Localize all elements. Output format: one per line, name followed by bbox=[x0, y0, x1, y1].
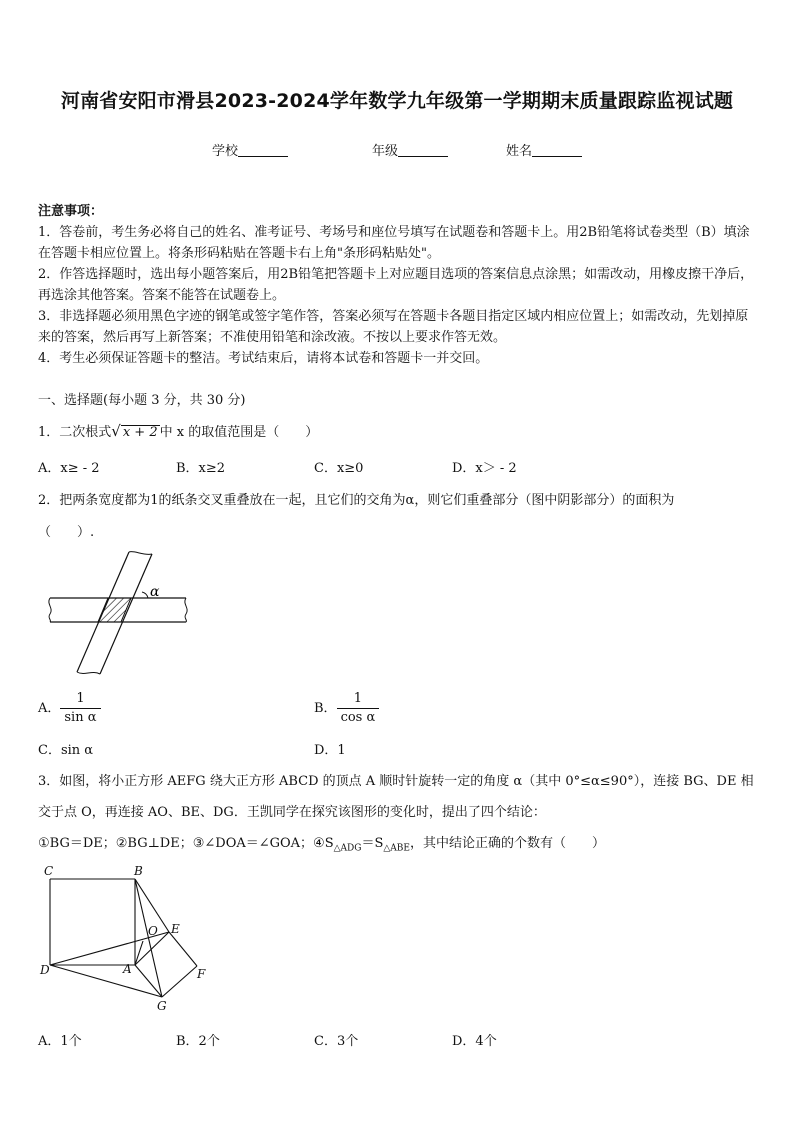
page-title: 河南省安阳市滑县2023-2024学年数学九年级第一学期期末质量跟踪监视试题 bbox=[60, 90, 734, 112]
q1-option-b: B．x≥2 bbox=[176, 461, 226, 476]
paper-strips-figure bbox=[44, 550, 194, 675]
q3-conclusions-c: ，其中结论正确的个数有（ ） bbox=[409, 836, 605, 851]
label-g: G bbox=[157, 999, 167, 1013]
label-d: D bbox=[40, 963, 50, 977]
q3-sub-abe: △ABE bbox=[383, 843, 410, 854]
label-a: A bbox=[123, 962, 132, 976]
sqrt-sign: √ bbox=[111, 422, 121, 440]
segment-dg bbox=[50, 965, 162, 997]
name-label: 姓名 bbox=[506, 144, 533, 159]
label-e: E bbox=[171, 922, 180, 936]
segment-fg bbox=[162, 966, 197, 997]
grade-blank bbox=[398, 142, 448, 157]
question-1 bbox=[38, 421, 318, 440]
q2-option-b bbox=[314, 690, 379, 727]
q2-option-a-den: sin α bbox=[64, 710, 97, 725]
question-3-line-1: 3．如图，将小正方形 AEFG 绕大正方形 ABCD 的顶点 A 顺时针旋转一定的角度 α（其中 0°≤α≤90°），连接 BG、DE 相 bbox=[38, 774, 754, 789]
section-heading: 一、选择题(每小题 3 分，共 30 分) bbox=[38, 393, 246, 408]
label-b: B bbox=[134, 864, 143, 878]
q1-radicand: x + 2 bbox=[122, 425, 158, 440]
strip-torn-left bbox=[49, 598, 51, 622]
q3-option-b: B．2个 bbox=[176, 1034, 220, 1049]
q3-conclusions-a: ①BG＝DE；②BG⊥DE；③∠DOA＝∠GOA；④S bbox=[38, 836, 334, 851]
q2-option-a-num: 1 bbox=[60, 690, 100, 709]
question-3-line-3 bbox=[38, 832, 605, 854]
q2-option-b-label: B． bbox=[314, 701, 337, 716]
q2-option-a bbox=[38, 690, 101, 727]
q2-option-d: D．1 bbox=[314, 743, 346, 758]
label-o: O bbox=[148, 924, 158, 938]
question-2-text: 2．把两条宽度都为1的纸条交叉重叠放在一起，且它们的交角为α，则它们重叠部分（图中阴影部分）的面积为 bbox=[38, 493, 675, 508]
question-2-text-cont: （ ）. bbox=[38, 525, 95, 540]
overlap-shaded-region bbox=[98, 598, 131, 622]
name-blank bbox=[532, 142, 582, 157]
q1-prefix: 1．二次根式 bbox=[38, 425, 112, 440]
notice-item: 2．作答选择题时，选出每小题答案后，用2B铅笔把答题卡上对应题目选项的答案信息点涂黑；如需改动，用橡皮擦干净后，再选涂其他答案。答案不能答在试题卷上。 bbox=[38, 267, 754, 303]
q1-suffix: 中 x 的取值范围是（ ） bbox=[159, 425, 319, 440]
label-f: F bbox=[197, 967, 206, 981]
notice-item: 1．答卷前，考生务必将自己的姓名、准考证号、考场号和座位号填写在试题卷和答题卡上。用2B铅笔将试卷类型（B）填涂在答题卡相应位置上。将条形码粘贴在答题卡右上角"条形码粘贴处"。 bbox=[38, 225, 750, 261]
square-rotation-figure bbox=[36, 860, 216, 1015]
q1-option-a: A．x≥ - 2 bbox=[38, 461, 100, 476]
q1-option-c: C．x≥0 bbox=[314, 461, 364, 476]
q2-option-b-den: cos α bbox=[340, 710, 376, 725]
school-label: 学校 bbox=[212, 144, 239, 159]
strip-torn-right bbox=[185, 598, 187, 622]
strip-torn-top bbox=[129, 552, 152, 555]
q3-option-c: C．3个 bbox=[314, 1034, 359, 1049]
q1-option-d: D．x＞ - 2 bbox=[452, 461, 517, 476]
q3-sub-adg: △ADG bbox=[333, 843, 362, 854]
label-c: C bbox=[44, 864, 54, 878]
notice-item: 4．考生必须保证答题卡的整洁。考试结束后，请将本试卷和答题卡一并交回。 bbox=[38, 351, 489, 366]
q2-option-c: C．sin α bbox=[38, 743, 94, 758]
q2-option-b-num: 1 bbox=[337, 690, 380, 709]
strip-torn-bottom bbox=[77, 672, 100, 674]
angle-arc bbox=[142, 592, 148, 598]
notice-heading: 注意事项： bbox=[38, 204, 104, 219]
grade-field bbox=[372, 140, 448, 159]
q2-option-a-label: A． bbox=[38, 701, 61, 716]
name-field bbox=[506, 140, 582, 159]
notice-item: 3．非选择题必须用黑色字迹的钢笔或签字笔作答，答案必须写在答题卡各题目指定区域内相应位置上；如需改动，先划掉原来的答案，然后再写上新答案；不准使用铅笔和涂改液。不按以上要求作答无效。 bbox=[38, 309, 749, 345]
q3-option-d: D．4个 bbox=[452, 1034, 497, 1049]
segment-ef bbox=[169, 932, 197, 966]
q3-conclusions-b: ＝S bbox=[361, 836, 384, 851]
question-3-line-2: 交于点 O，再连接 AO、BE、DG．王凯同学在探究该图形的变化时，提出了四个结论： bbox=[38, 805, 546, 820]
school-field bbox=[212, 140, 288, 159]
alpha-label: α bbox=[150, 584, 160, 600]
grade-label: 年级 bbox=[372, 144, 399, 159]
q3-option-a: A．1个 bbox=[38, 1034, 82, 1049]
school-blank bbox=[238, 142, 288, 157]
notice-block bbox=[38, 201, 760, 369]
